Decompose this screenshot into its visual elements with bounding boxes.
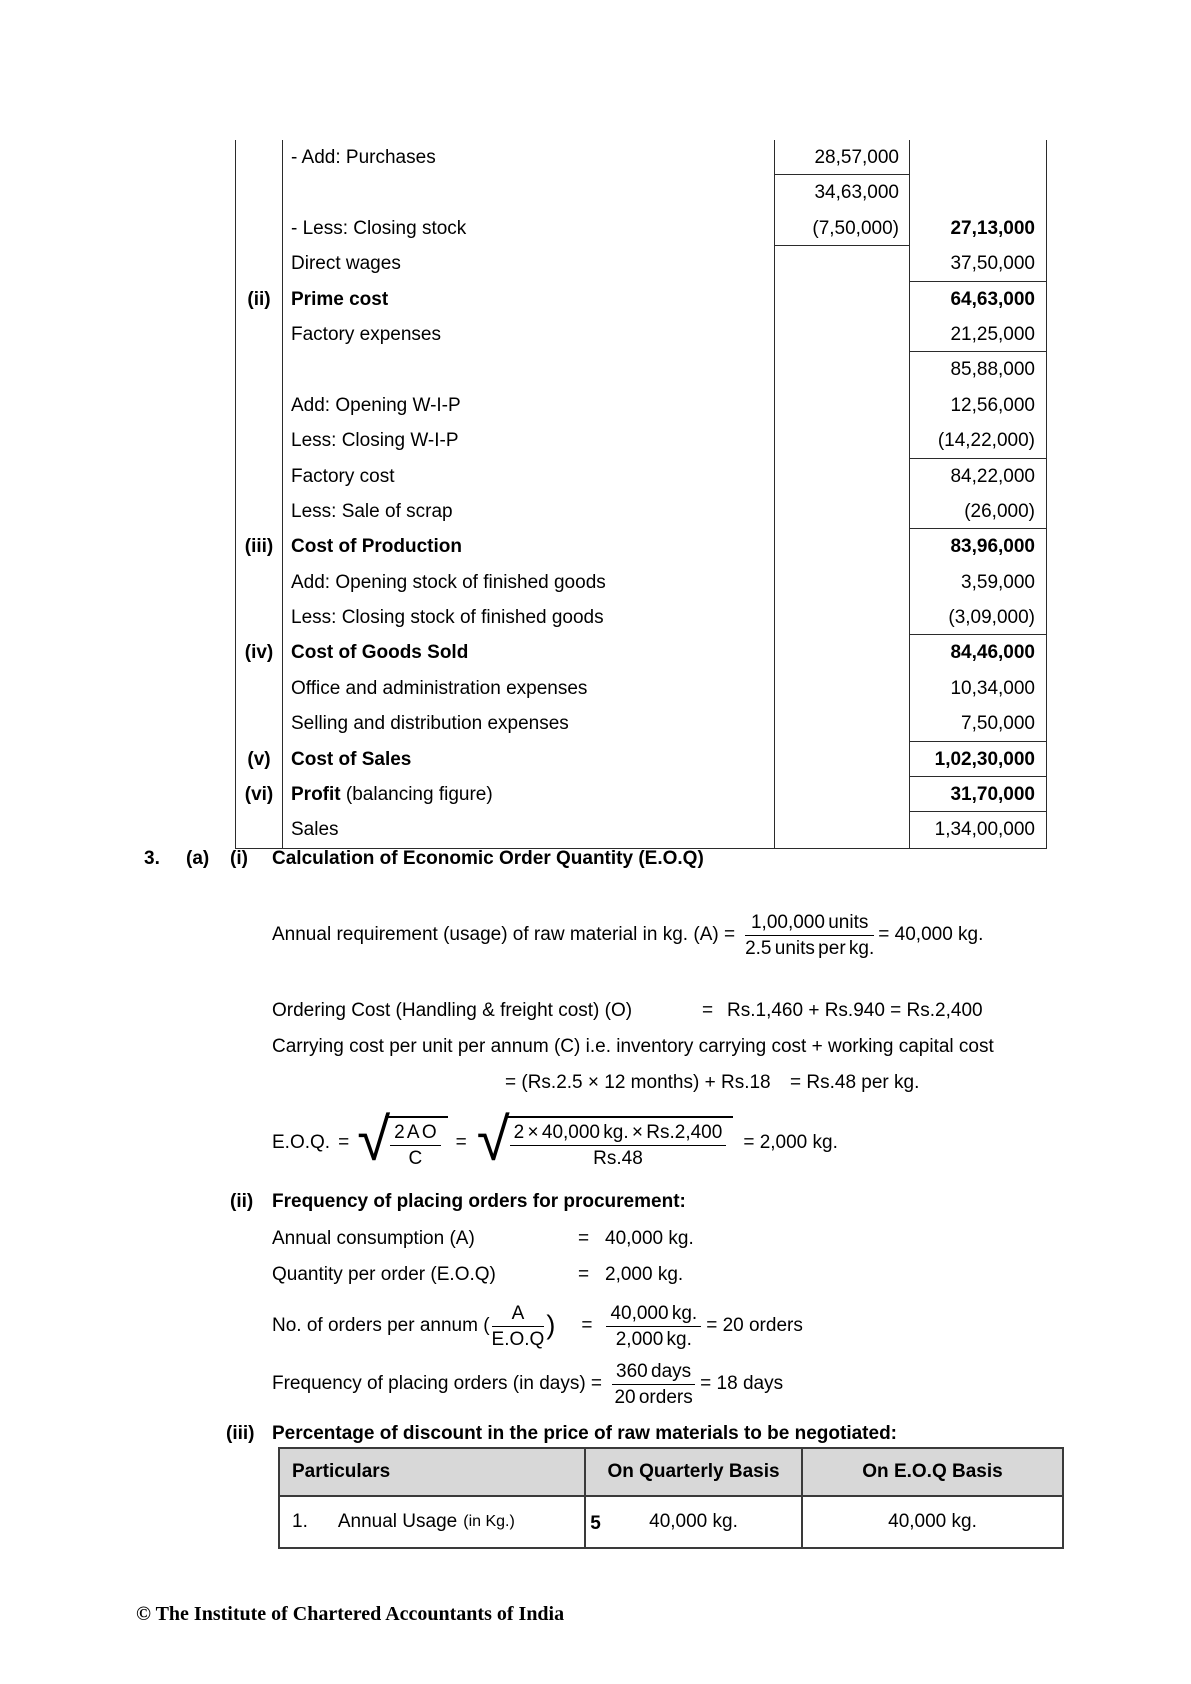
cost-row-num: (v)	[236, 742, 283, 777]
eoq-equals-1: =	[338, 1132, 350, 1153]
annual-requirement-line	[272, 893, 983, 977]
cost-row-num	[236, 175, 283, 210]
cost-row-amount-sub	[775, 459, 910, 494]
cost-row-label: Factory expenses	[283, 317, 775, 352]
row-particular-text: Annual Usage	[337, 1511, 458, 1532]
eoq-formula-line	[272, 1098, 838, 1188]
fraction-numerator: 2 A O	[390, 1121, 440, 1146]
cost-row-label: Prime cost	[283, 282, 775, 317]
cost-table	[235, 140, 1047, 849]
cost-row-amount-sub	[775, 600, 910, 635]
cost-row-amount-sub: 28,57,000	[775, 140, 910, 175]
cost-row-label: Direct wages	[283, 246, 775, 281]
eoq-sqrt-symbolic	[357, 1106, 447, 1173]
cost-row-amount-total: 84,46,000	[950, 642, 1035, 664]
cost-row-amount-total: 31,70,000	[910, 777, 1046, 812]
cost-row-label: Less: Closing stock of finished goods	[283, 600, 775, 635]
fraction-numerator: 360 days	[612, 1360, 695, 1385]
cost-row-num	[236, 211, 283, 246]
cost-row-amount-sub	[775, 635, 910, 670]
cost-row-num: (iii)	[236, 529, 283, 564]
cost-row-label: - Less: Closing stock	[283, 211, 775, 246]
cost-row-amount-total: 7,50,000	[910, 706, 1046, 741]
cost-row-label: Selling and distribution expenses	[283, 706, 775, 741]
cost-row-num	[236, 706, 283, 741]
cost-row-amount-total: 64,63,000	[950, 288, 1035, 310]
subpart-i-label: (i)	[230, 848, 248, 869]
eoq-fraction-numeric	[510, 1121, 727, 1170]
cost-row-label: Add: Opening W-I-P	[283, 388, 775, 423]
cost-row-num	[236, 423, 283, 458]
cost-row-num	[236, 600, 283, 635]
row-particular-unit: (in Kg.)	[463, 1513, 515, 1530]
copyright-footer: © The Institute of Chartered Accountants of India	[136, 1603, 565, 1625]
cost-row-label: Cost of Production	[283, 529, 775, 564]
eoq-result: = 2,000 kg.	[743, 1132, 838, 1153]
cost-row-num	[236, 671, 283, 706]
heading-order-frequency: Frequency of placing orders for procurement:	[272, 1191, 686, 1212]
cost-row-amount-sub	[775, 706, 910, 741]
radical-sign: √	[357, 1106, 391, 1173]
cost-row-amount-sub	[775, 317, 910, 352]
cost-row-amount-total: 1,34,00,000	[934, 819, 1035, 841]
cost-row-amount-sub	[775, 812, 910, 847]
cost-row-num: (ii)	[236, 282, 283, 317]
cost-row-amount-sub: (7,50,000)	[775, 211, 910, 246]
cost-row-amount-sub	[775, 565, 910, 600]
cost-row-label: - Add: Purchases	[283, 140, 775, 175]
cost-row-num: (iv)	[236, 635, 283, 670]
cost-row-amount-sub	[775, 352, 910, 387]
fraction-denominator: E.O.Q	[491, 1328, 545, 1350]
cost-row-amount-total: 12,56,000	[950, 394, 1035, 416]
cost-row-label: Add: Opening stock of finished goods	[283, 565, 775, 600]
qty-per-order-value: 2,000 kg.	[605, 1264, 684, 1285]
cost-row-amount-total: (26,000)	[910, 494, 1046, 529]
qty-per-order-label: Quantity per order (E.O.Q)	[272, 1264, 496, 1285]
cost-row-amount-sub	[775, 529, 910, 564]
annual-requirement-label: Annual requirement (usage) of raw material in kg. (A) =	[272, 924, 736, 945]
ordering-cost-label: Ordering Cost (Handling & freight cost) (O)	[272, 1000, 633, 1021]
cost-row-amount-total: 27,13,000	[950, 217, 1035, 239]
discount-header-particulars: Particulars	[280, 1449, 586, 1497]
annual-consumption-equals: =	[578, 1228, 590, 1249]
fraction-numerator: A	[492, 1302, 545, 1327]
eoq-sqrt-numeric	[476, 1106, 734, 1173]
cost-row-label: Factory cost	[283, 459, 775, 494]
cost-row-amount-total: 10,34,000	[950, 677, 1035, 699]
cost-row-label: Less: Sale of scrap	[283, 494, 775, 529]
fraction-denominator: Rs.48	[593, 1148, 643, 1169]
cost-row-num	[236, 246, 283, 281]
cost-row-label: Office and administration expenses	[283, 671, 775, 706]
cost-row-amount-sub: 34,63,000	[775, 175, 910, 210]
ordering-cost-value: Rs.1,460 + Rs.940 = Rs.2,400	[727, 1000, 983, 1021]
discount-header-quarterly: On Quarterly Basis	[586, 1449, 803, 1497]
carrying-cost-line2b: = Rs.48 per kg.	[790, 1072, 920, 1093]
cost-row-label	[283, 175, 775, 210]
orders-paren-close: )	[546, 1310, 556, 1340]
cost-row-amount-sub	[775, 423, 910, 458]
annual-requirement-fraction	[745, 911, 874, 960]
cost-row-num	[236, 140, 283, 175]
cost-row-amount-total: 84,22,000	[950, 465, 1035, 487]
eoq-equals-2: =	[455, 1132, 467, 1153]
frequency-line	[272, 1345, 783, 1423]
cost-row-amount-sub	[775, 388, 910, 423]
orders-result: = 20 orders	[706, 1315, 803, 1336]
fraction-denominator: 20 orders	[614, 1386, 693, 1408]
cost-row-amount-sub	[775, 494, 910, 529]
subpart-iii-label: (iii)	[226, 1423, 255, 1444]
cost-row-amount-total	[910, 175, 1046, 210]
frequency-result: = 18 days	[700, 1373, 784, 1394]
cost-row-label: Sales	[283, 812, 775, 847]
page-number: 5	[590, 1513, 601, 1534]
cost-row-label	[283, 352, 775, 387]
cost-row-num	[236, 565, 283, 600]
cost-row-amount-total: 85,88,000	[950, 359, 1035, 381]
cost-row-amount-sub	[775, 282, 910, 317]
cost-row-amount-total	[910, 140, 1046, 175]
fraction-denominator: 2,000 kg.	[615, 1328, 692, 1350]
ordering-cost-equals: =	[702, 1000, 714, 1021]
row-serial: 1.	[292, 1511, 308, 1532]
heading-discount-percentage: Percentage of discount in the price of raw materials to be negotiated:	[272, 1423, 898, 1444]
cost-row-amount-total: 37,50,000	[910, 246, 1046, 281]
discount-row-quarterly-value: 40,000 kg.	[586, 1497, 803, 1547]
cost-row-label: Cost of Goods Sold	[283, 635, 775, 670]
eoq-label: E.O.Q.	[272, 1132, 331, 1153]
question-number: 3.	[144, 848, 160, 869]
cost-row-amount-total: 21,25,000	[910, 317, 1046, 352]
annual-consumption-value: 40,000 kg.	[605, 1228, 694, 1249]
frequency-label: Frequency of placing orders (in days) =	[272, 1373, 603, 1394]
cost-row-num	[236, 812, 283, 847]
part-label: (a)	[186, 848, 210, 869]
carrying-cost-line2a: = (Rs.2.5 × 12 months) + Rs.18	[505, 1072, 771, 1093]
heading-eoq-calculation: Calculation of Economic Order Quantity (E.O.Q)	[272, 848, 704, 869]
orders-equals: =	[581, 1315, 593, 1336]
orders-label: No. of orders per annum (	[272, 1315, 490, 1336]
carrying-cost-line1: Carrying cost per unit per annum (C) i.e. inventory carrying cost + working capital cost	[272, 1036, 994, 1057]
cost-row-amount-total: 1,02,30,000	[910, 742, 1046, 777]
fraction-denominator: C	[408, 1148, 423, 1169]
cost-row-amount-total: (3,09,000)	[910, 600, 1046, 635]
cost-row-label: Profit (balancing figure)	[283, 777, 775, 812]
cost-row-num	[236, 494, 283, 529]
discount-row-eoq-value: 40,000 kg.	[803, 1497, 1062, 1547]
eoq-fraction-symbolic	[390, 1121, 440, 1170]
radicand	[385, 1116, 447, 1170]
radical-sign: √	[476, 1106, 510, 1173]
orders-fraction-symbolic	[492, 1302, 545, 1351]
frequency-fraction	[612, 1360, 695, 1409]
orders-fraction-numeric	[606, 1302, 701, 1351]
cost-row-amount-sub	[775, 777, 910, 812]
radicand	[505, 1116, 734, 1170]
fraction-numerator: 2 × 40,000 kg. × Rs.2,400	[510, 1121, 727, 1146]
qty-per-order-equals: =	[578, 1264, 590, 1285]
discount-header-eoq: On E.O.Q Basis	[803, 1449, 1062, 1497]
annual-requirement-result: = 40,000 kg.	[878, 924, 984, 945]
cost-row-num	[236, 317, 283, 352]
cost-row-num	[236, 459, 283, 494]
cost-row-amount-total: 3,59,000	[961, 571, 1035, 593]
cost-row-label: Cost of Sales	[283, 742, 775, 777]
fraction-denominator: 2.5 units per kg.	[745, 937, 875, 959]
cost-row-amount-sub	[775, 742, 910, 777]
cost-row-amount-sub	[775, 671, 910, 706]
fraction-numerator: 1,00,000 units	[745, 911, 874, 936]
cost-row-num: (vi)	[236, 777, 283, 812]
cost-row-label: Less: Closing W-I-P	[283, 423, 775, 458]
cost-row-amount-sub	[775, 246, 910, 281]
annual-consumption-label: Annual consumption (A)	[272, 1228, 475, 1249]
fraction-numerator: 40,000 kg.	[606, 1302, 701, 1327]
cost-row-amount-total: 83,96,000	[950, 536, 1035, 558]
cost-row-amount-total: (14,22,000)	[910, 423, 1046, 458]
cost-row-num	[236, 388, 283, 423]
subpart-ii-label: (ii)	[230, 1191, 254, 1212]
cost-row-num	[236, 352, 283, 387]
